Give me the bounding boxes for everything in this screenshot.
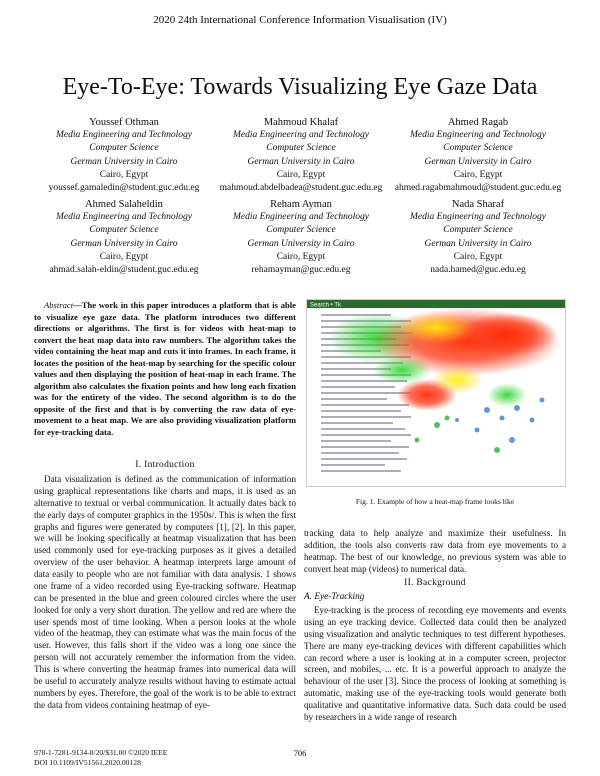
author-city: Cairo, Egypt [453, 169, 503, 180]
author-university: German University in Cairo [247, 156, 355, 167]
paper-title: Eye-To-Eye: Towards Visualizing Eye Gaze Data [62, 74, 538, 100]
author-name: Ahmed Ragab [447, 117, 509, 128]
author-block [388, 116, 568, 195]
author-dept: Media Engineering and Technology [409, 130, 547, 141]
author-city: Cairo, Egypt [276, 251, 326, 262]
author-email: youssef.gamaledin@student.guc.edu.eg [48, 183, 200, 194]
abstract-text: —The work in this paper introduces a platform that is able to visualize eye gaze data. The platform introduces two different directions or algorithms. The first is for videos with heat-map to convert the heat map data into raw numbers. The algorithm takes the video containing the heat map and cuts it into frames. In each frame, it locates the position of the heat-map by searching for the specific colour values and then displaying the position of heat-map in each frame. The algorithm also calculates the fixation points and how long each fixation was for the entirety of the video. The second algorithm is to do the opposite of the first and that is by converting the raw data of eye-movement to a heat map. We are also providing visualization platform for eye-tracking data. [34, 300, 296, 438]
figure-caption: Fig. 1. Example of how a heat-map frame looks like [355, 497, 515, 506]
intro-paragraph-continued: tracking data to help analyze and maximize their usefulness. In addition, the tools also converts raw data from eye movements to a heatmap. The best of our knowledge, no previous system was able to convert heat map (videos) to numerical data. [304, 528, 566, 574]
author-block [34, 198, 214, 277]
author-faculty: Computer Science [443, 225, 513, 236]
author-email: nada.hamed@guc.edu.eg [430, 265, 526, 276]
conference-header: 2020 24th International Conference Information Visualisation (IV) [153, 14, 447, 26]
author-email: ahmed.ragabmahmoud@student.guc.edu.eg [394, 183, 562, 194]
figure-toolbar [307, 300, 565, 308]
author-city: Cairo, Egypt [276, 169, 326, 180]
author-name: Nada Sharaf [451, 199, 505, 210]
author-block [211, 198, 391, 277]
page-number: 706 [293, 748, 307, 758]
author-block [211, 116, 391, 195]
author-block [388, 198, 568, 277]
author-city: Cairo, Egypt [99, 251, 149, 262]
heatmap-image [307, 300, 565, 486]
author-faculty: Computer Science [266, 225, 336, 236]
author-city: Cairo, Egypt [453, 251, 503, 262]
abstract [34, 300, 296, 439]
author-faculty: Computer Science [443, 143, 513, 154]
author-email: rehamayman@guc.edu.eg [251, 265, 351, 276]
author-dept: Media Engineering and Technology [232, 212, 370, 223]
author-name: Ahmed Salaheldin [85, 199, 163, 210]
author-university: German University in Cairo [424, 156, 532, 167]
author-faculty: Computer Science [89, 143, 159, 154]
background-paragraph: Eye-tracking is the process of recording eye movements and events using an eye tracking device. Collected data could then be analyzed using visualization and analytic techniques to test different hypotheses. There are many eye-tracking devices with different capabilities which can record where a user is looking at in a computer screen, projector screen, and mobiles, ... etc. It is a powerful approach to analyze the behaviour of the user [3]. Since the process of looking at something is automatic, making use of the eye-tracking tools would generate both qualitative and quantitative informative data. Such data could be used by researchers in a wide range of research [304, 605, 566, 722]
author-name: Mahmoud Khalaf [263, 117, 339, 128]
heat-blobs [327, 308, 562, 411]
author-dept: Media Engineering and Technology [409, 212, 547, 223]
author-block [34, 116, 214, 195]
author-name: Reham Ayman [270, 199, 332, 210]
author-university: German University in Cairo [70, 156, 178, 167]
author-city: Cairo, Egypt [99, 169, 149, 180]
footer-doi: DOI 10.1109/IV51561.2020.00128 [34, 758, 141, 767]
section-heading: II. Background [404, 578, 466, 588]
figure-toolbar-label: Search • Tk [310, 302, 342, 309]
author-dept: Media Engineering and Technology [232, 130, 370, 141]
author-university: German University in Cairo [424, 238, 532, 249]
author-university: German University in Cairo [70, 238, 178, 249]
author-dept: Media Engineering and Technology [55, 130, 193, 141]
author-email: ahmad.salah-eldin@student.guc.edu.eg [49, 265, 199, 276]
section-heading: I. Introduction [135, 460, 195, 470]
author-dept: Media Engineering and Technology [55, 212, 193, 223]
author-email: mahmoud.abdelbadea@student.guc.edu.eg [219, 183, 383, 194]
author-faculty: Computer Science [89, 225, 159, 236]
author-university: German University in Cairo [247, 238, 355, 249]
abstract-label: Abstract [44, 300, 74, 310]
author-name: Youssef Othman [89, 117, 159, 128]
footer-isbn: 978-1-7281-9134-8/20/$31.00 ©2020 IEEE [34, 748, 168, 757]
intro-paragraph: Data visualization is defined as the communication of information using graphical representations like charts and maps, it is used as an alternative to textual or verbal communication. It actually dates back to the early days of computer graphics in the 1950s/. This is when the first graphs and figures were generated by computers [1], [2]. In this paper, we will be looking specifically at heatmap visualization that has been used commonly used for eye-tracking purposes as it gives a detailed overview of the user behavior. A heatmap interprets large amount of data easily to people who are not familiar with data analysis. 1 shows one frame of a video recorded using Eye-tracking software. Heatmap can be presented in the blue and green coloured circles where the user looked for only a very short duration. The yellow and red are where the user spends most of time looking. When a person looks at the whole video of the heatmap, they can estimate what was the main focus of the user. However, this falls short if the video was a long one since the person will not accurately remember the information from the video. This is where converting the heatmap frames into numerical data will be useful to accurately analyze results without having to estimate actual numbers by eyes. Therefore, the goal of the work is to be able to extract the data from videos containing heatmap of eye- [34, 474, 296, 710]
heatmap-figure [306, 299, 566, 487]
subsection-heading: A. Eye-Tracking [304, 592, 365, 602]
author-faculty: Computer Science [266, 143, 336, 154]
